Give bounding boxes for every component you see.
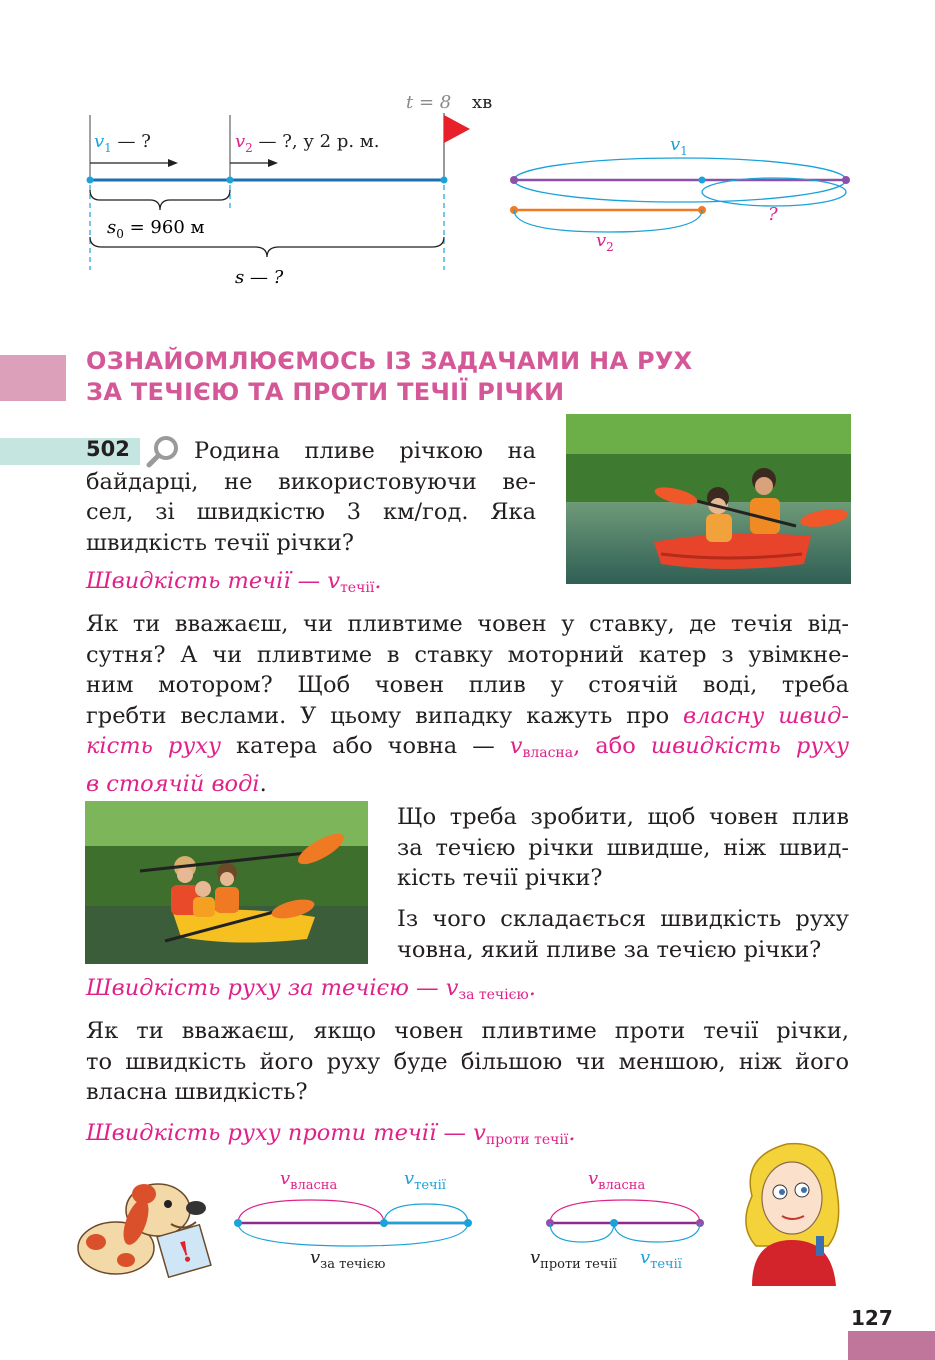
distance-question: s — ? [235, 267, 284, 288]
speeds-diagram [500, 120, 870, 260]
svg-text:vвласна: $v_{власна}$ [588, 1168, 646, 1193]
svg-text:s0 = 960 м: $s_0 = 960$ м [107, 217, 205, 241]
page-number: 127 [851, 1306, 893, 1330]
svg-text:vтечії: $v_{течії}$ [404, 1168, 446, 1193]
girl-illustration [732, 1136, 852, 1286]
definition-upstream-speed: Швидкість руху проти течії — $v_{проти течії}$. [86, 1120, 576, 1148]
svg-text:vза течією: $v_{за течією}$ [310, 1247, 386, 1272]
motion-diagram [80, 85, 500, 295]
svg-text:v2 — ?, у 2 р. м.: $v_2$ — ?, у 2 р. м. [235, 131, 380, 155]
definition-downstream-speed: Швидкість руху за течією — $v_{за течією}$. [86, 975, 536, 1003]
svg-text:vвласна: $v_{власна}$ [280, 1168, 338, 1193]
svg-text:v2: $v_2$ [596, 230, 614, 254]
paragraph-downstream-question: Що треба зробити, щоб човен плив за течією річки швидше, ніж швид- кість течії річки? [397, 804, 849, 891]
page-number-band [848, 1331, 935, 1360]
svg-text:vпроти течії: $v_{проти течії}$ [530, 1247, 617, 1272]
paragraph-still-water: Як ти вважаєш, чи пливтиме човен у ставку, де течія від- сутня? А чи пливтиме в ставку моторний катер з увімкне- ним мотором? Щоб човен плив у стоячій воді, треба гребти веслами. У цьому випадку кажуть про власну швид- кість руху катера або човна — $v_{власна}$, або швидкість руху в стоячій воді. [86, 611, 850, 797]
svg-text:v1: $v_1$ [670, 134, 688, 158]
question-mark: ? [768, 204, 778, 225]
diagram-upstream [530, 1160, 720, 1280]
flag-icon [444, 115, 470, 143]
svg-text:vтечії: $v_{течії}$ [640, 1247, 682, 1272]
time-label: t = 8 [406, 92, 452, 113]
dog-illustration [66, 1168, 216, 1280]
definition-current-speed: Швидкість течії — $v_{течії}$. [86, 568, 382, 596]
diagram-downstream [228, 1160, 478, 1280]
svg-text:v1 — ?: $v_1$ — ? [94, 131, 151, 155]
exercise-text: Родина пливе річкою на байдарці, не використовуючи ве- сел, зі швидкістю 3 км/год. Яка швидкість течії річки? [86, 438, 536, 556]
section-band [0, 355, 66, 401]
section-title: ОЗНАЙОМЛЮЄМОСЬ ІЗ ЗАДАЧАМИ НА РУХ ЗА ТЕЧІЄЮ ТА ПРОТИ ТЕЧІЇ РІЧКИ [86, 347, 693, 406]
paragraph-downstream-components: Із чого складається швидкість руху човна, який пливе за течією річки? [397, 906, 849, 963]
time-unit: хв [472, 92, 493, 113]
exercise-number: 502 [86, 437, 130, 461]
svg-text:!: ! [175, 1234, 196, 1270]
kayak-photo-children [85, 801, 368, 964]
paragraph-upstream-question: Як ти вважаєш, якщо човен пливтиме проти течії річки, то швидкість його руху буде більшою чи меншою, ніж його власна швидкість? [86, 1018, 849, 1105]
kayak-photo-family [566, 414, 851, 584]
